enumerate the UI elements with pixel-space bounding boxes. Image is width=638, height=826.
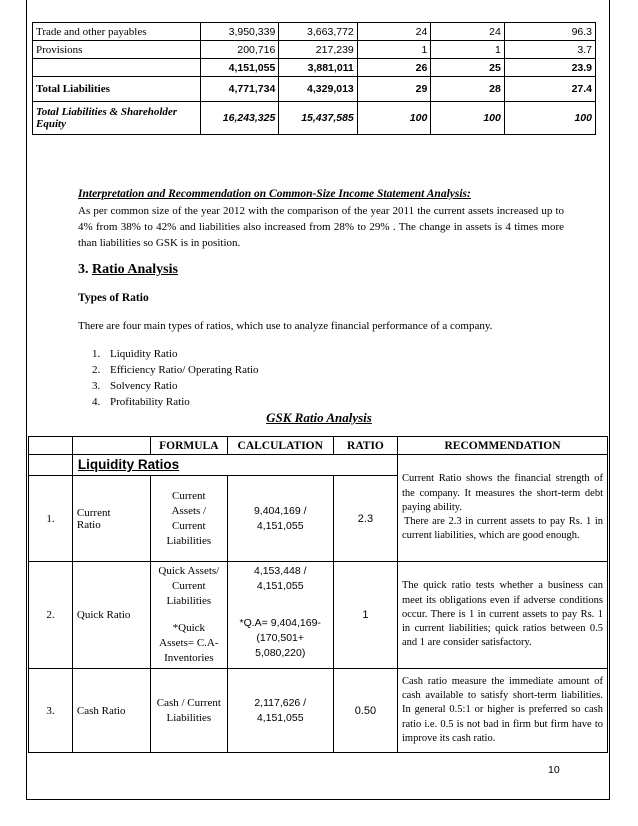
recommendation-text: Cash ratio measure the immediate amount of cash available to satisfy short-term liabilities. In general 0.5:1 or higher is preferred so cash ratio i.e. 0.5 is not bad in firm but firm have to improve its cash ratio.	[402, 675, 603, 744]
value-2012: 4,151,055	[200, 59, 278, 77]
formula-cell	[151, 669, 227, 753]
group-label: Liquidity Ratios	[77, 457, 180, 472]
percent-2011: 24	[431, 23, 505, 41]
calc-line: 4,151,055	[256, 580, 304, 592]
list-number: 3.	[92, 380, 101, 392]
formula-line: Quick Assets/	[158, 565, 220, 577]
formula-line: Current	[172, 519, 206, 532]
types-heading: Types of Ratio	[78, 292, 149, 304]
calc-line: 4,153,448 /	[253, 565, 307, 577]
header-calculation: CALCULATION	[227, 437, 333, 455]
ratio-value: 2.3	[333, 476, 397, 562]
section-title: Ratio Analysis	[92, 262, 178, 277]
calc-line: 5,080,220)	[255, 647, 306, 659]
header-row	[29, 437, 608, 455]
gsk-table-title: GSK Ratio Analysis	[266, 410, 372, 425]
ratio-types-list	[92, 346, 259, 410]
percent-2011: 28	[431, 77, 505, 102]
list-text: Liquidity Ratio	[110, 348, 178, 360]
value-2011: 15,437,585	[279, 102, 357, 135]
grand-total-row	[33, 102, 596, 135]
calc-line: 4,151,055	[256, 519, 304, 532]
formula-line: Inventories	[164, 652, 214, 664]
row-number: 3.	[29, 669, 73, 753]
value-2012: 4,771,734	[200, 77, 278, 102]
table-row	[29, 669, 608, 753]
list-text: Solvency Ratio	[110, 380, 178, 392]
calc-spacer	[230, 594, 331, 616]
ratio-name: Cash Ratio	[72, 669, 150, 753]
list-number: 4.	[92, 396, 101, 408]
formula-spacer	[153, 609, 224, 621]
percent-2011: 1	[431, 41, 505, 59]
percent-2012: 26	[357, 59, 431, 77]
percent-2011: 25	[431, 59, 505, 77]
value-2011: 3,663,772	[279, 23, 357, 41]
row-number: 1.	[29, 476, 73, 562]
recommendation-cell	[398, 455, 608, 562]
value-2011: 217,239	[279, 41, 357, 59]
group-blank	[29, 455, 73, 476]
recommendation-cell	[398, 669, 608, 753]
formula-line: Assets= C.A-	[159, 637, 219, 649]
group-row	[29, 455, 608, 476]
calc-line: *Q.A= 9,404,169-	[239, 617, 321, 629]
calc-line: 2,117,626 /	[254, 696, 307, 709]
intro-paragraph: There are four main types of ratios, which use to analyze financial performance of a company.	[78, 320, 493, 332]
ratio-name: Quick Ratio	[72, 562, 150, 669]
header-formula: FORMULA	[151, 437, 227, 455]
calculation-cell	[227, 562, 333, 669]
section-heading	[78, 262, 178, 278]
calculation-cell	[227, 476, 333, 562]
interpretation-title: Interpretation and Recommendation on Common-Size Income Statement Analysis:	[78, 188, 471, 200]
recommendation-cell	[398, 562, 608, 669]
list-item	[92, 346, 259, 362]
row-label: Total Liabilities & Shareholder Equity	[33, 102, 201, 135]
table-row	[29, 562, 608, 669]
calc-line: (170,501+	[256, 632, 305, 644]
calc-line: 4,151,055	[256, 711, 304, 724]
group-cell	[72, 455, 397, 476]
ratio-name	[72, 476, 150, 562]
formula-cell	[151, 562, 227, 669]
header-blank	[72, 437, 150, 455]
row-label	[33, 59, 201, 77]
header-ratio: RATIO	[333, 437, 397, 455]
balance-sheet-table	[32, 22, 596, 135]
interpretation-body: As per common size of the year 2012 with the comparison of the year 2011 the current assets increased up to 4% from 38% to 42% and liabilities also increased from 28% to 29% . The change in assets is 4 times more than liabilities so GSK is in position.	[78, 205, 564, 249]
ratio-value: 1	[333, 562, 397, 669]
list-number: 1.	[92, 348, 101, 360]
row-number: 2.	[29, 562, 73, 669]
table-row	[33, 23, 596, 41]
formula-cell	[151, 476, 227, 562]
formula-line: Current	[172, 489, 206, 502]
formula-line: Liabilities	[166, 711, 212, 724]
row-label: Trade and other payables	[33, 23, 201, 41]
page-number: 10	[548, 764, 560, 776]
value-2012: 3,950,339	[200, 23, 278, 41]
percent-2011: 100	[431, 102, 505, 135]
ratio-name-text: Current Ratio	[76, 506, 111, 531]
calculation-cell	[227, 669, 333, 753]
formula-line: Cash / Current	[156, 696, 221, 709]
row-label: Total Liabilities	[33, 77, 201, 102]
percent-2012: 100	[357, 102, 431, 135]
total-liabilities-row	[33, 77, 596, 102]
row-label: Provisions	[33, 41, 201, 59]
list-number: 2.	[92, 364, 101, 376]
formula-line: *Quick	[172, 622, 206, 634]
percent-change: 27.4	[504, 77, 595, 102]
section-number: 3.	[78, 262, 89, 277]
table-row	[33, 41, 596, 59]
value-2011: 3,881,011	[279, 59, 357, 77]
list-item	[92, 378, 259, 394]
percent-change: 96.3	[504, 23, 595, 41]
percent-2012: 24	[357, 23, 431, 41]
value-2012: 16,243,325	[200, 102, 278, 135]
calc-line: 9,404,169 /	[253, 504, 307, 517]
list-item	[92, 394, 259, 410]
formula-line: Assets /	[171, 504, 207, 517]
percent-2012: 29	[357, 77, 431, 102]
list-text: Efficiency Ratio/ Operating Ratio	[110, 364, 259, 376]
header-blank	[29, 437, 73, 455]
value-2011: 4,329,013	[279, 77, 357, 102]
ratio-value: 0.50	[333, 669, 397, 753]
recommendation-text: Current Ratio shows the financial strength of the company. It measures the short-term debt paying ability.	[402, 473, 603, 513]
value-2012: 200,716	[200, 41, 278, 59]
formula-line: Liabilities	[166, 595, 212, 607]
recommendation-text: There are 2.3 in current assets to pay Rs. 1 in current liabilities, which are good enough.	[402, 516, 603, 542]
percent-2012: 1	[357, 41, 431, 59]
ratio-analysis-table	[28, 436, 608, 753]
table-row	[33, 59, 596, 77]
list-text: Profitability Ratio	[110, 396, 190, 408]
header-recommendation: RECOMMENDATION	[398, 437, 608, 455]
formula-line: Current	[172, 580, 206, 592]
percent-change: 3.7	[504, 41, 595, 59]
list-item	[92, 362, 259, 378]
recommendation-text: The quick ratio tests whether a business can meet its obligations even if adverse conditions occur. There is 1 in current assets to pay Rs. 1 in current liabilities; quick ratios between 0.5 and 1 are consider satisfactory.	[402, 580, 603, 649]
percent-change: 23.9	[504, 59, 595, 77]
formula-line: Liabilities	[166, 534, 212, 547]
percent-change: 100	[504, 102, 595, 135]
